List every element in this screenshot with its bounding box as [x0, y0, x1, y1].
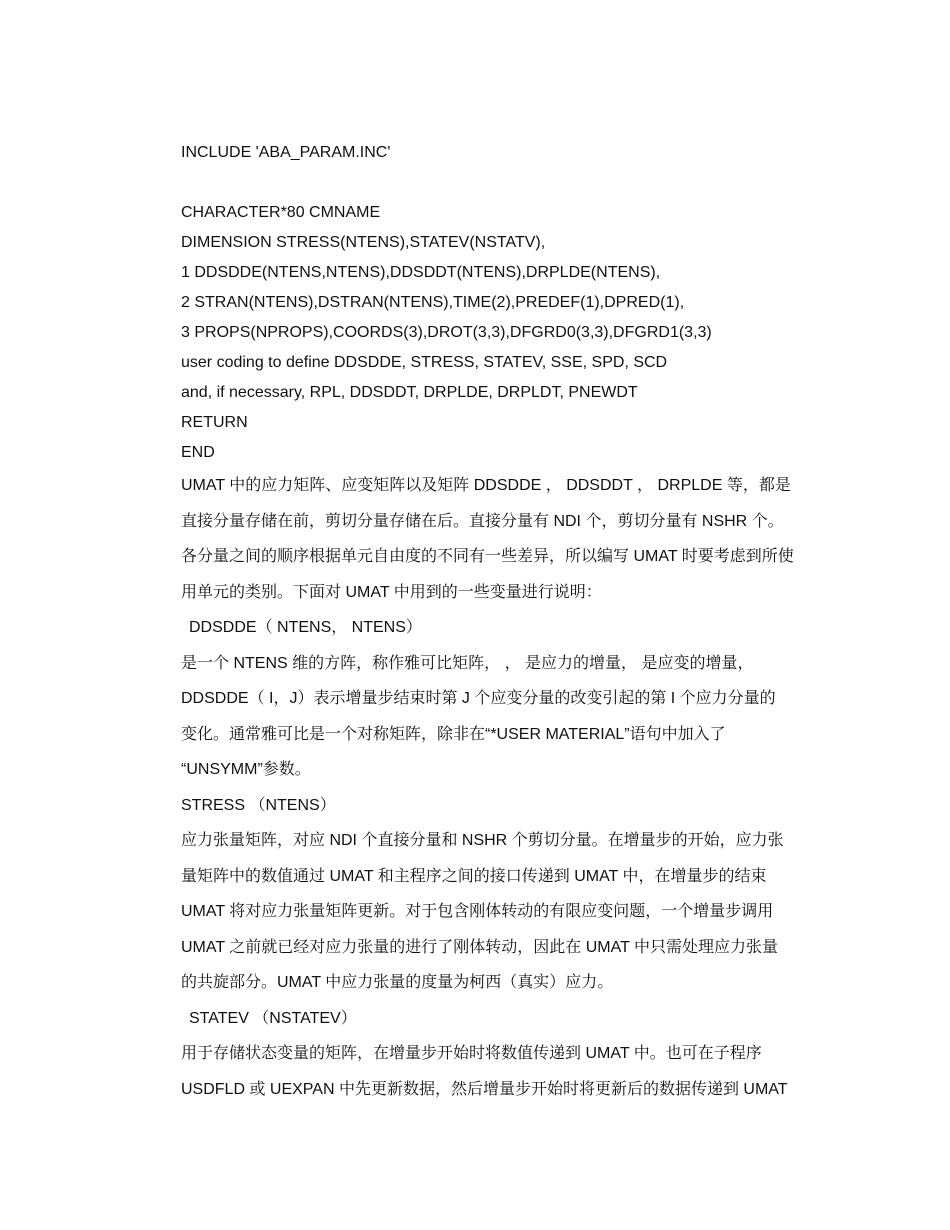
code-line-end: END [181, 444, 215, 461]
section-heading-statev: STATEV （NSTATEV） [189, 1009, 357, 1027]
paragraph-line: 变化。通常雅可比是一个对称矩阵，除非在“*USER MATERIAL”语句中加入了 [181, 725, 726, 743]
paragraph-line: USDFLD 或 UEXPAN 中先更新数据，然后增量步开始时将更新后的数据传递到 UMAT [181, 1080, 788, 1098]
page-content [181, 138, 821, 1107]
code-line-continuation-1: 1 DDSDDE(NTENS,NTENS),DDSDDT(NTENS),DRPLDE(NTENS), [181, 264, 661, 281]
paragraph-line: “UNSYMM”参数。 [181, 761, 311, 778]
paragraph-line: 各分量之间的顺序根据单元自由度的不同有一些差异，所以编写 UMAT 时要考虑到所使 [181, 548, 794, 565]
paragraph-line: UMAT 将对应力张量矩阵更新。对于包含刚体转动的有限应变问题，一个增量步调用 [181, 903, 774, 920]
code-line-return: RETURN [181, 414, 248, 431]
code-line-continuation-2: 2 STRAN(NTENS),DSTRAN(NTENS),TIME(2),PREDEF(1),DPRED(1), [181, 294, 685, 311]
section-heading-ddsdde: DDSDDE（ NTENS， NTENS） [189, 619, 422, 636]
code-line-character: CHARACTER*80 CMNAME [181, 204, 381, 221]
paragraph-line: 量矩阵中的数值通过 UMAT 和主程序之间的接口传递到 UMAT 中，在增量步的结束 [181, 867, 767, 885]
paragraph-line: 用单元的类别。下面对 UMAT 中用到的一些变量进行说明： [181, 583, 602, 601]
paragraph-line: UMAT 之前就已经对应力张量的进行了刚体转动，因此在 UMAT 中只需处理应力张量 [181, 938, 779, 956]
code-line-continuation-3: 3 PROPS(NPROPS),COORDS(3),DROT(3,3),DFGRD0(3,3),DFGRD1(3,3) [181, 324, 712, 341]
paragraph-line: 是一个 NTENS 维的方阵，称作雅可比矩阵， ， 是应力的增量， 是应变的增量， [181, 654, 754, 672]
paragraph-line: UMAT 中的应力矩阵、应变矩阵以及矩阵 DDSDDE ， DDSDDT ， DRPLDE 等，都是 [181, 477, 791, 494]
code-blank-line [181, 168, 821, 198]
paragraph-line: 用于存储状态变量的矩阵，在增量步开始时将数值传递到 UMAT 中。也可在子程序 [181, 1045, 762, 1062]
paragraph-line: 的共旋部分。UMAT 中应力张量的度量为柯西（真实）应力。 [181, 974, 614, 991]
paragraph-line: 应力张量矩阵，对应 NDI 个直接分量和 NSHR 个剪切分量。在增量步的开始，应力张 [181, 832, 784, 849]
code-line-dimension: DIMENSION STRESS(NTENS),STATEV(NSTATV), [181, 234, 546, 251]
paragraph-line: DDSDDE（ I，J）表示增量步结束时第 J 个应变分量的改变引起的第 I 个应力分量的 [181, 690, 776, 707]
code-line-if-necessary: and, if necessary, RPL, DDSDDT, DRPLDE, DRPLDT, PNEWDT [181, 384, 638, 401]
section-heading-stress: STRESS （NTENS） [181, 796, 336, 814]
code-line-user-coding: user coding to define DDSDDE, STRESS, STATEV, SSE, SPD, SCD [181, 354, 668, 371]
paragraph-line: 直接分量存储在前，剪切分量存储在后。直接分量有 NDI 个，剪切分量有 NSHR 个。 [181, 512, 784, 530]
code-line-include: INCLUDE 'ABA_PARAM.INC' [181, 144, 391, 161]
